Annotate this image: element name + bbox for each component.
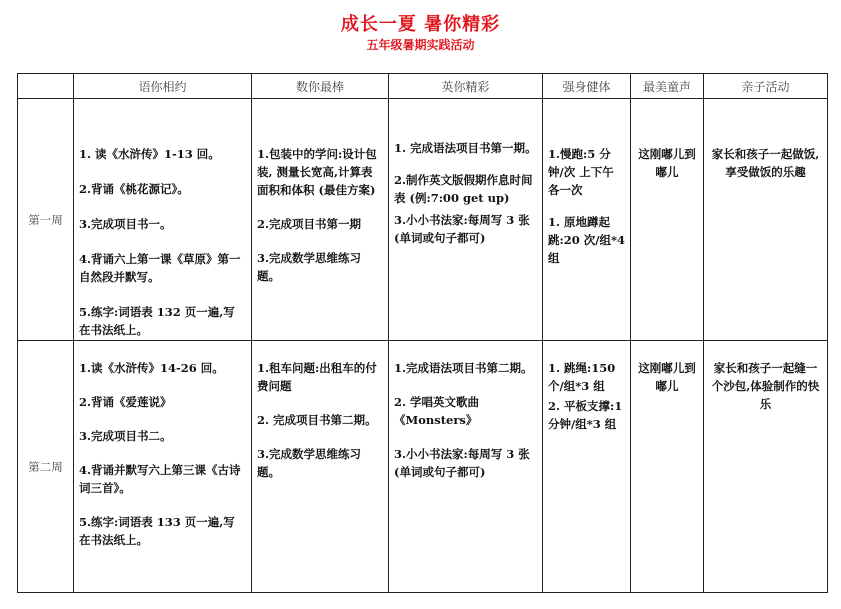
column-header-week (18, 74, 74, 99)
column-header-chinese: 语你相约 (74, 74, 252, 99)
list-item: 1.包装中的学问:设计包装, 测量长宽高,计算表面积和体积 (最佳方案) (257, 147, 377, 197)
page-title: 成长一夏 暑你精彩 (340, 14, 501, 35)
list-item: 1.完成语法项目书第二期。 (394, 361, 533, 375)
list-item: 1.慢跑:5 分钟/次 上下午各一次 (548, 147, 614, 197)
pe-cell (543, 341, 631, 593)
list-item: 2. 平板支撑:1 分钟/组*3 组 (548, 399, 623, 431)
list-item: 1. 原地蹲起跳:20 次/组*4 组 (548, 215, 625, 265)
column-header-family: 亲子活动 (704, 74, 828, 99)
list-item: 3.完成项目书一。 (79, 217, 172, 231)
family-cell (704, 99, 828, 341)
list-item: 2. 学唱英文歌曲《Monsters》 (394, 395, 480, 427)
activity-table (17, 73, 828, 593)
list-item: 4.背诵并默写六上第三课《古诗词三首》。 (79, 463, 241, 495)
week-label: 第一周 (18, 99, 74, 341)
list-item: 家长和孩子一起做饭,享受做饭的乐趣 (711, 147, 820, 179)
list-item: 2.背诵《桃花源记》。 (79, 182, 189, 196)
music-cell (631, 99, 704, 341)
list-item: 3.完成项目书二。 (79, 429, 172, 443)
chinese-cell (74, 341, 252, 593)
chinese-cell (74, 99, 252, 341)
list-item: 1.租车问题:出租车的付费问题 (257, 361, 377, 393)
english-cell (389, 99, 543, 341)
list-item: 1. 跳绳:150 个/组*3 组 (548, 361, 616, 393)
column-header-pe: 强身健体 (543, 74, 631, 99)
list-item: 3.完成数学思维练习题。 (257, 447, 362, 479)
math-cell (252, 341, 389, 593)
list-item: 家长和孩子一起缝一个沙包,体验制作的快乐 (711, 361, 820, 411)
list-item: 3.完成数学思维练习题。 (257, 251, 362, 283)
math-cell (252, 99, 389, 341)
page-subtitle: 五年级暑期实践活动 (366, 38, 475, 52)
music-cell (631, 341, 704, 593)
column-header-math: 数你最棒 (252, 74, 389, 99)
list-item: 1.读《水浒传》14-26 回。 (79, 361, 224, 375)
list-item: 这刚嘟儿到嘟儿 (638, 147, 696, 179)
week-label: 第二周 (18, 341, 74, 593)
list-item: 1. 完成语法项目书第一期。 (394, 141, 537, 155)
list-item: 1. 读《水浒传》1-13 回。 (79, 147, 220, 161)
list-item: 3.小小书法家:每周写 3 张 (单词或句子都可) (394, 213, 530, 245)
list-item: 2. 完成项目书第二期。 (257, 413, 377, 427)
column-header-music: 最美童声 (631, 74, 704, 99)
table-row (18, 99, 828, 341)
table-row (18, 341, 828, 593)
english-cell (389, 341, 543, 593)
list-item: 2.完成项目书第一期 (257, 217, 362, 231)
list-item: 2.背诵《爱莲说》 (79, 395, 172, 409)
list-item: 4.背诵六上第一课《草原》第一自然段并默写。 (79, 252, 241, 284)
header-row (18, 74, 828, 99)
list-item: 这刚嘟儿到嘟儿 (638, 361, 696, 393)
column-header-english: 英你精彩 (389, 74, 543, 99)
list-item: 2.制作英文版假期作息时间表 (例:7:00 get up) (394, 173, 533, 205)
family-cell (704, 341, 828, 593)
list-item: 3.小小书法家:每周写 3 张 (单词或句子都可) (394, 447, 530, 479)
list-item: 5.练字:词语表 133 页一遍,写在书法纸上。 (79, 515, 235, 547)
pe-cell (543, 99, 631, 341)
list-item: 5.练字:词语表 132 页一遍,写在书法纸上。 (79, 305, 235, 337)
